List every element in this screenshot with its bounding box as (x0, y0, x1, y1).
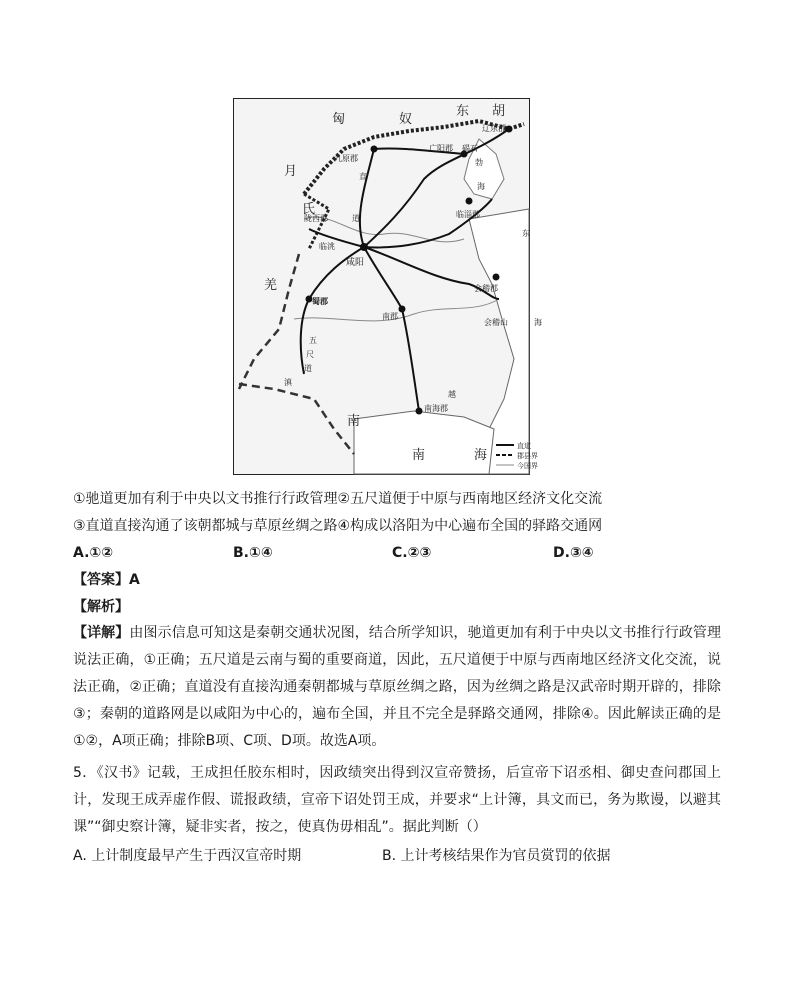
label-wuchi-1: 五 (309, 336, 317, 345)
question-5-text: 5．《汉书》记载，王成担任胶东相时，因政绩突出得到汉宣帝赞扬，后宣帝下诏丞相、御史查问郡国上计，发现王成弄虚作假、谎报政绩，宣帝下诏处罚王成，并要求“上计簿，具文而已，务为欺谩，以避其课”“御史察计簿，疑非实者，按之，使真伪毋相乱”。据此判断（） (73, 765, 721, 835)
answer-label: 【答案】 (73, 572, 129, 588)
south-sea (354, 411, 494, 474)
label-xianyang: 咸阳 (346, 258, 365, 268)
label-zhi: 直 (359, 172, 367, 181)
label-wuchi-3: 道 (304, 364, 312, 373)
label-wuchi-2: 尺 (306, 350, 314, 359)
label-dian: 滇 (284, 378, 292, 387)
label-kuaiji: 会稽郡 (474, 284, 498, 293)
label-jiuyuan: 九原郡 (334, 154, 358, 163)
nanhai-dot (416, 408, 423, 415)
answer-value: A (129, 572, 140, 588)
q5-option-b: B. 上计考核结果作为官员赏罚的依据 (382, 848, 611, 864)
label-xiongnu-2: 奴 (399, 112, 413, 127)
label-hai-south: 海 (474, 448, 488, 463)
label-qiang: 羌 (264, 278, 278, 293)
label-lintao: 临洮 (319, 242, 335, 251)
label-hai-east: 海 (534, 318, 542, 327)
qin-transport-map (233, 98, 542, 475)
xianyang-dot (360, 243, 368, 251)
label-jieshi-2: 勃 (475, 158, 483, 167)
label-donghu-2: 胡 (492, 104, 506, 119)
label-yue-2: 氏 (302, 202, 316, 217)
liaodong-dot (506, 126, 513, 133)
legend-road: 直道 (517, 442, 531, 450)
label-jieshi-1: 碣石 (462, 144, 478, 153)
option-a: A.①② (73, 545, 114, 561)
detail-text: 由图示信息可知这是秦朝交通状况图，结合所学知识，驰道更加有利于中央以文书推行行政管理说法正确，①正确；五尺道是云南与蜀的重要商道，因此，五尺道便于中原与西南地区经济文化交流，说法正确，②正确；直道没有直接沟通秦朝都城与草原丝绸之路，因为丝绸之路是汉武帝时期开辟的，排除③；秦朝的道路网是以咸阳为中心的，遍布全国，并且不完全是驿路交通网，排除④。因此解读正确的是①②，A项正确；排除B项、C项、D项。故选A项。 (73, 625, 722, 749)
statement-line-2: ③直道直接沟通了该朝都城与草原丝绸之路④构成以洛阳为中心遍布全国的驿路交通网 (73, 518, 603, 534)
analysis-heading: 【解析】 (73, 599, 129, 615)
detail-label: 【详解】 (73, 625, 130, 641)
label-nanjun: 南郡 (382, 312, 398, 321)
analysis-detail (73, 620, 721, 755)
option-d: D.③④ (553, 545, 594, 561)
label-nanhai-jun: 南海郡 (424, 404, 448, 413)
label-nan-1: 南 (347, 414, 361, 429)
label-hai-bo: 海 (477, 182, 485, 191)
jiuyuan-dot (371, 146, 378, 153)
answer-line (73, 570, 140, 590)
label-longxi: 陇西郡 (304, 214, 328, 223)
statement-line-1: ①驰道更加有利于中央以文书推行行政管理②五尺道便于中原与西南地区经济文化交流 (73, 491, 603, 507)
map-svg (234, 99, 542, 474)
label-linzi: 临淄郡 (456, 210, 480, 219)
label-dao: 道 (352, 214, 360, 223)
nanjun-dot (399, 306, 406, 313)
label-liaodong: 辽东郡 (482, 124, 506, 133)
label-yue-1: 月 (284, 164, 298, 179)
label-nan-2: 南 (412, 448, 426, 463)
label-xiongnu-1: 匈 (332, 112, 346, 127)
q5-option-a: A. 上计制度最早产生于西汉宣帝时期 (73, 848, 302, 864)
kuaiji-dot (493, 274, 500, 281)
label-guangyang: 广阳郡 (429, 144, 453, 153)
label-yue-south: 越 (448, 390, 456, 399)
option-c: C.②③ (392, 545, 432, 561)
label-shujun: 蜀郡 (312, 297, 328, 306)
label-kuaijishan: 会稽山 (484, 318, 508, 327)
legend-border: 郡县界 (517, 452, 538, 460)
legend-national: 今国界 (517, 462, 538, 470)
label-donghu-1: 东 (456, 104, 470, 119)
option-b: B.①④ (233, 545, 273, 561)
label-dong: 东 (522, 229, 530, 238)
linzi-dot (466, 198, 473, 205)
